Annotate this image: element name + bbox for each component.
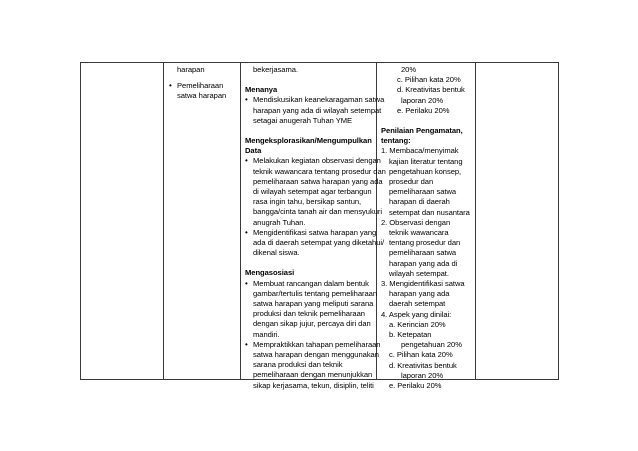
list-marker: d. bbox=[397, 85, 404, 95]
col-border-1 bbox=[163, 62, 164, 380]
list-text: Kreativitas bentuk bbox=[397, 360, 457, 370]
list-text: laporan 20% bbox=[401, 370, 444, 380]
assessment-item-line: daerah setempat bbox=[389, 299, 446, 309]
assessment-sub-line bbox=[381, 340, 473, 350]
assessment-heading: Penilaian Pengamatan, bbox=[381, 126, 463, 136]
assessment-item-line: setempat dan nusantara bbox=[389, 207, 470, 217]
assessment-top-line bbox=[381, 96, 473, 106]
assessment-top-line bbox=[381, 75, 473, 85]
assessment-item-line: harapan yang ada bbox=[389, 289, 450, 299]
eksplor-item-line: • Melakukan kegiatan observasi dengan bbox=[245, 156, 373, 166]
assessment-sub-line bbox=[381, 330, 473, 340]
eksplor-item-line: anugrah Tuhan. bbox=[253, 217, 306, 227]
asosiasi-item-line: gambar/tertulis tentang pemeliharaan bbox=[253, 288, 377, 298]
list-text: laporan 20% bbox=[401, 95, 444, 105]
assessment-cell bbox=[381, 65, 473, 391]
assessment-heading-cont: tentang: bbox=[381, 136, 411, 146]
topic-cell bbox=[169, 65, 237, 102]
assessment-item-line: pemeliharaan satwa bbox=[389, 248, 457, 258]
list-marker: a. bbox=[389, 319, 396, 329]
list-text: pengetahuan 20% bbox=[401, 340, 462, 350]
eksplor-item-line: rasa ingin tahu, bersikap santun, bbox=[253, 197, 362, 207]
eksplor-item-line: di wilayah setempat agar terbangun bbox=[253, 187, 372, 197]
list-text: Perilaku 20% bbox=[405, 105, 450, 115]
asosiasi-item-line: sikap kerjasama, tekun, disiplin, teliti bbox=[253, 380, 374, 390]
asosiasi-item-line: satwa harapan yang meliputi sarana bbox=[253, 299, 374, 309]
assessment-item-line: kajian literatur tentang bbox=[389, 156, 463, 166]
topic-bullet-cont: satwa harapan bbox=[177, 91, 227, 101]
assessment-top-line bbox=[381, 106, 473, 116]
asosiasi-item-line: pemeliharaan dengan menunjukkan bbox=[253, 370, 373, 380]
assessment-item-line: pemeliharaan satwa bbox=[389, 187, 457, 197]
assessment-item-line: tentang prosedur dan bbox=[389, 238, 461, 248]
list-text: Pilihan kata 20% bbox=[404, 75, 461, 85]
menanya-item-line: setagai anugerah Tuhan YME bbox=[253, 115, 353, 125]
assessment-item-line: prosedur dan bbox=[389, 177, 434, 187]
col-border-4 bbox=[475, 62, 476, 380]
asosiasi-item-line: • Membuat rancangan dalam bentuk bbox=[245, 279, 373, 289]
list-marker: e. bbox=[389, 381, 396, 391]
asosiasi-item-line: dengan sikap jujur, percaya diri dan bbox=[253, 319, 371, 329]
assessment-top-line bbox=[381, 65, 473, 75]
topic-line: harapan bbox=[177, 65, 205, 74]
menanya-heading: Menanya bbox=[245, 85, 278, 95]
activity-top-line: bekerjasama. bbox=[253, 65, 298, 74]
eksplor-item-line: bangga/cinta tanah air dan mensyukuri bbox=[253, 207, 383, 217]
list-marker: c. bbox=[397, 75, 403, 85]
col-border-5 bbox=[558, 62, 559, 380]
eksplor-heading: Mengeksplorasikan/Mengumpulkan bbox=[245, 136, 372, 146]
assessment-sub-line bbox=[381, 361, 473, 371]
assessment-item-line: 4. Aspek yang dinilai: bbox=[381, 309, 452, 319]
list-text: Ketepatan bbox=[397, 330, 432, 340]
list-text: Pilihan kata 20% bbox=[396, 350, 453, 360]
eksplor-item-line: teknik wawancara tentang prosedur dan bbox=[253, 166, 386, 176]
assessment-item-line: pengetahuan konsep, bbox=[389, 166, 462, 176]
list-text: 20% bbox=[401, 65, 417, 74]
activity-cell bbox=[245, 65, 386, 391]
assessment-item-line: 2. Observasi dengan bbox=[381, 217, 451, 227]
list-marker: e. bbox=[397, 105, 404, 115]
assessment-item-line: 3. Mengidentifikasi satwa bbox=[381, 279, 465, 289]
list-text: Kreativitas bentuk bbox=[405, 85, 465, 95]
assessment-item-line: harapan di daerah bbox=[389, 197, 450, 207]
assessment-item-line: harapan yang ada di bbox=[389, 258, 458, 268]
assessment-sub-line bbox=[381, 381, 473, 391]
topic-bullet: • Pemeliharaan bbox=[169, 81, 237, 91]
assessment-item-line: teknik wawancara bbox=[389, 228, 449, 238]
eksplor-item-line: ada di daerah setempat yang diketahui/ bbox=[253, 238, 385, 248]
assessment-sub-line bbox=[381, 371, 473, 381]
assessment-top-line bbox=[381, 85, 473, 95]
menanya-item-line: • Mendiskusikan keanekaragaman satwa bbox=[245, 95, 373, 105]
list-text: Perilaku 20% bbox=[397, 381, 442, 391]
asosiasi-item-line: sarana produksi dan teknik bbox=[253, 360, 343, 370]
assessment-item-line: 1. Membaca/menyimak bbox=[381, 146, 459, 156]
assessment-sub-line bbox=[381, 350, 473, 360]
col-border-0 bbox=[80, 62, 81, 380]
list-text: Kerincian 20% bbox=[397, 319, 446, 329]
eksplor-item-line: • Mengidentifikasi satwa harapan yang bbox=[245, 228, 373, 238]
list-marker: d. bbox=[389, 360, 396, 370]
asosiasi-item-line: • Mempraktikkan tahapan pemeliharaan bbox=[245, 340, 373, 350]
asosiasi-item-line: mandiri. bbox=[253, 329, 280, 339]
assessment-item-line: wilayah setempat. bbox=[389, 268, 449, 278]
col-border-2 bbox=[240, 62, 241, 380]
assessment-sub-line bbox=[381, 320, 473, 330]
table-top-border bbox=[80, 62, 559, 63]
asosiasi-item-line: satwa harapan dengan menggunakan bbox=[253, 350, 379, 360]
list-marker: b. bbox=[389, 330, 396, 340]
eksplor-heading-cont: Data bbox=[245, 146, 262, 156]
asosiasi-item-line: produksi dan teknik pemeliharaan bbox=[253, 309, 365, 319]
menanya-item-line: harapan yang ada di wilayah setempat bbox=[253, 105, 382, 115]
list-marker: c. bbox=[389, 350, 395, 360]
eksplor-item-line: dikenal siswa. bbox=[253, 248, 300, 258]
asosiasi-heading: Mengasosiasi bbox=[245, 268, 295, 278]
eksplor-item-line: pemeliharaan satwa harapan yang ada bbox=[253, 176, 383, 186]
